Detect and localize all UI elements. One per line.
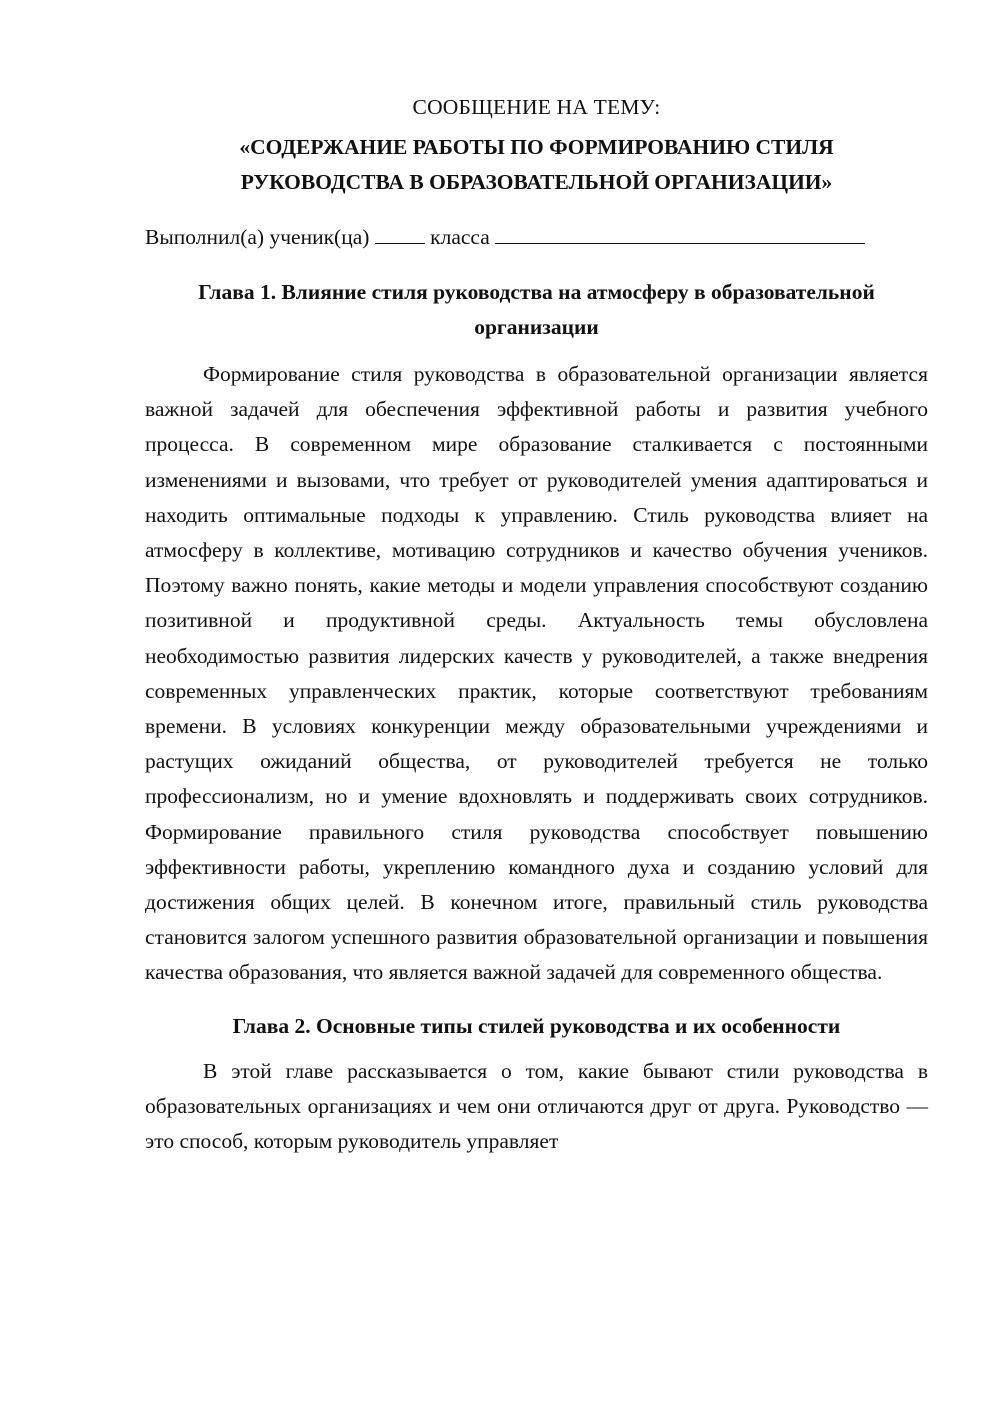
class-blank-field (375, 225, 425, 244)
document-type-heading: СООБЩЕНИЕ НА ТЕМУ: (412, 95, 661, 119)
document-title-line-1: «СОДЕРЖАНИЕ РАБОТЫ ПО ФОРМИРОВАНИЮ СТИЛЯ (239, 135, 834, 159)
document-page (145, 90, 928, 1159)
chapter-2-paragraph: В этой главе рассказывается о том, какие бывают стили руководства в образовательных организациях и чем они отличаются друг от друга. Руководство — это способ, которым руководитель управляет (145, 1058, 928, 1154)
document-title (145, 130, 928, 200)
chapter-1-heading (145, 275, 928, 345)
chapter-1-heading-line-1: Глава 1. Влияние стиля руководства на атмосферу в образовательной (198, 280, 875, 304)
author-line (145, 220, 928, 255)
document-title-line-2: РУКОВОДСТВА В ОБРАЗОВАТЕЛЬНОЙ ОРГАНИЗАЦИИ» (240, 170, 833, 194)
chapter-2-heading: Глава 2. Основные типы стилей руководства и их особенности (232, 1013, 841, 1038)
name-blank-field (495, 225, 865, 244)
chapter-1-paragraph: Формирование стиля руководства в образовательной организации является важной задачей для обеспечения эффективной работы и развития учебного процесса. В современном мире образование сталкивается с постоянными изменениями и вызовами, что требует от руководителей умения адаптироваться и находить оптимальные подходы к управлению. Стиль руководства влияет на атмосферу в коллективе, мотивацию сотрудников и качество обучения учеников. Поэтому важно понять, какие методы и модели управления способствуют созданию позитивной и продуктивной среды. Актуальность темы обусловлена необходимостью развития лидерских качеств у руководителей, а также внедрения современных управленческих практик, которые соответствуют требованиям времени. В условиях конкуренции между образовательными учреждениями и растущих ожиданий общества, от руководителей требуется не только профессионализм, но и умение вдохновлять и поддерживать своих сотрудников. Формирование правильного стиля руководства способствует повышению эффективности работы, укреплению командного духа и созданию условий для достижения общих целей. В конечном итоге, правильный стиль руководства становится залогом успешного развития образовательной организации и повышения качества образования, что является важной задачей для современного общества. (145, 362, 928, 985)
chapter-1-heading-line-2: организации (474, 315, 599, 339)
author-prefix: Выполнил(а) ученик(ца) (145, 225, 370, 249)
author-class-word: класса (430, 225, 490, 249)
